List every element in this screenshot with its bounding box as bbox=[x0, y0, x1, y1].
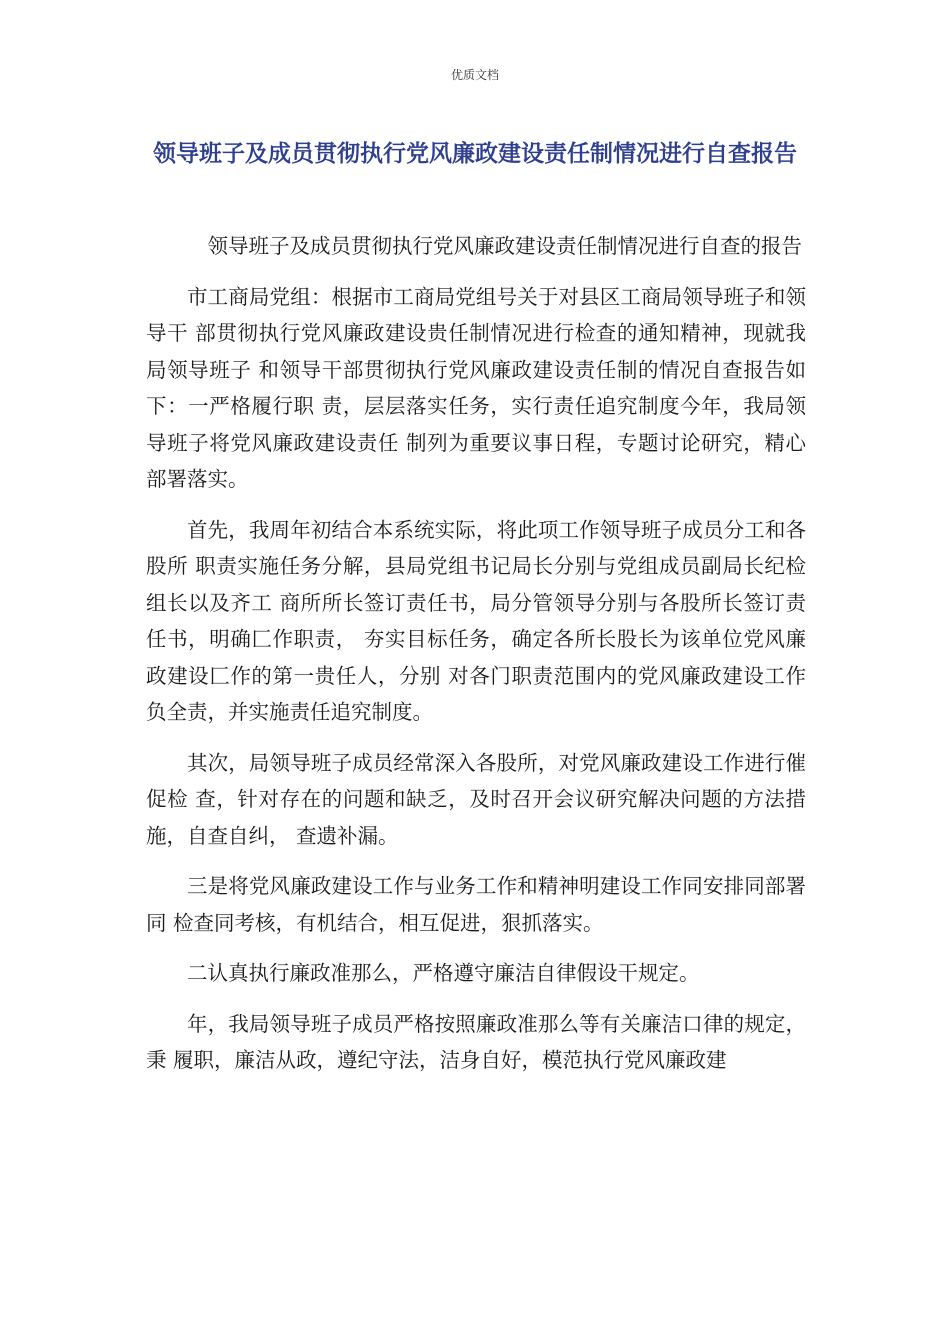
paragraph: 三是将党风廉政建设工作与业务工作和精神明建设工作同安排同部署同 检查同考核，有机结合，相互促进，狠抓落实。 bbox=[146, 874, 806, 935]
paragraph: 首先，我周年初结合本系统实际，将此项工作领导班子成员分工和各股所 职责实施任务分解，县局党组书记局长分别与党组成员副局长纪检组长以及齐工 商所所长签订责任书，局分管领导分别与各股所长签订责任书，明确匚作职责， 夯实目标任务，确定各所长股长为该单位党风廉政建设匚作的第一贵任人，分别 对各门职责范围内的党风廉政建设工作负全责，并实施责任追究制度。 bbox=[146, 517, 806, 724]
document-body bbox=[146, 228, 806, 1093]
paragraph: 其次，局领导班子成员经常深入各股所，对党风廉政建设工作进行催促检 查，针对存在的问题和缺乏，及时召开会议研究解决问题的方法措施，自查自纠， 查遗补漏。 bbox=[146, 750, 806, 848]
header-label: 优质文档 bbox=[450, 68, 499, 82]
paragraph: 年，我局领导班子成员严格按照廉政准那么等有关廉洁口律的规定，秉 履职，廉洁从政，遵纪守法，洁身自好，模范执行党风廉政建 bbox=[146, 1011, 806, 1072]
document-title: 领导班子及成员贯彻执行党风廉政建设责任制情况进行自查报告 bbox=[153, 141, 797, 167]
paragraph: 二认真执行廉政准那么，严格遵守廉洁自律假设干规定。 bbox=[187, 961, 700, 985]
paragraph: 市工商局党组：根据市工商局党组号关于对县区工商局领导班子和领导干 部贯彻执行党风廉政建设贵任制情况进行检查的通知精神，现就我局领导班子 和领导干部贯彻执行党风廉政建设责任制的情况自查报告如下：一严格履行职 责，层层落实任务，实行责任追究制度今年，我局领导班子将党风廉政建设责任 制列为重要议事日程，专题讨论研究，精心部署落实。 bbox=[146, 284, 806, 491]
paragraph-subtitle: 领导班子及成员贯彻执行党风廉政建设责任制情况进行自查的报告 bbox=[207, 234, 802, 258]
